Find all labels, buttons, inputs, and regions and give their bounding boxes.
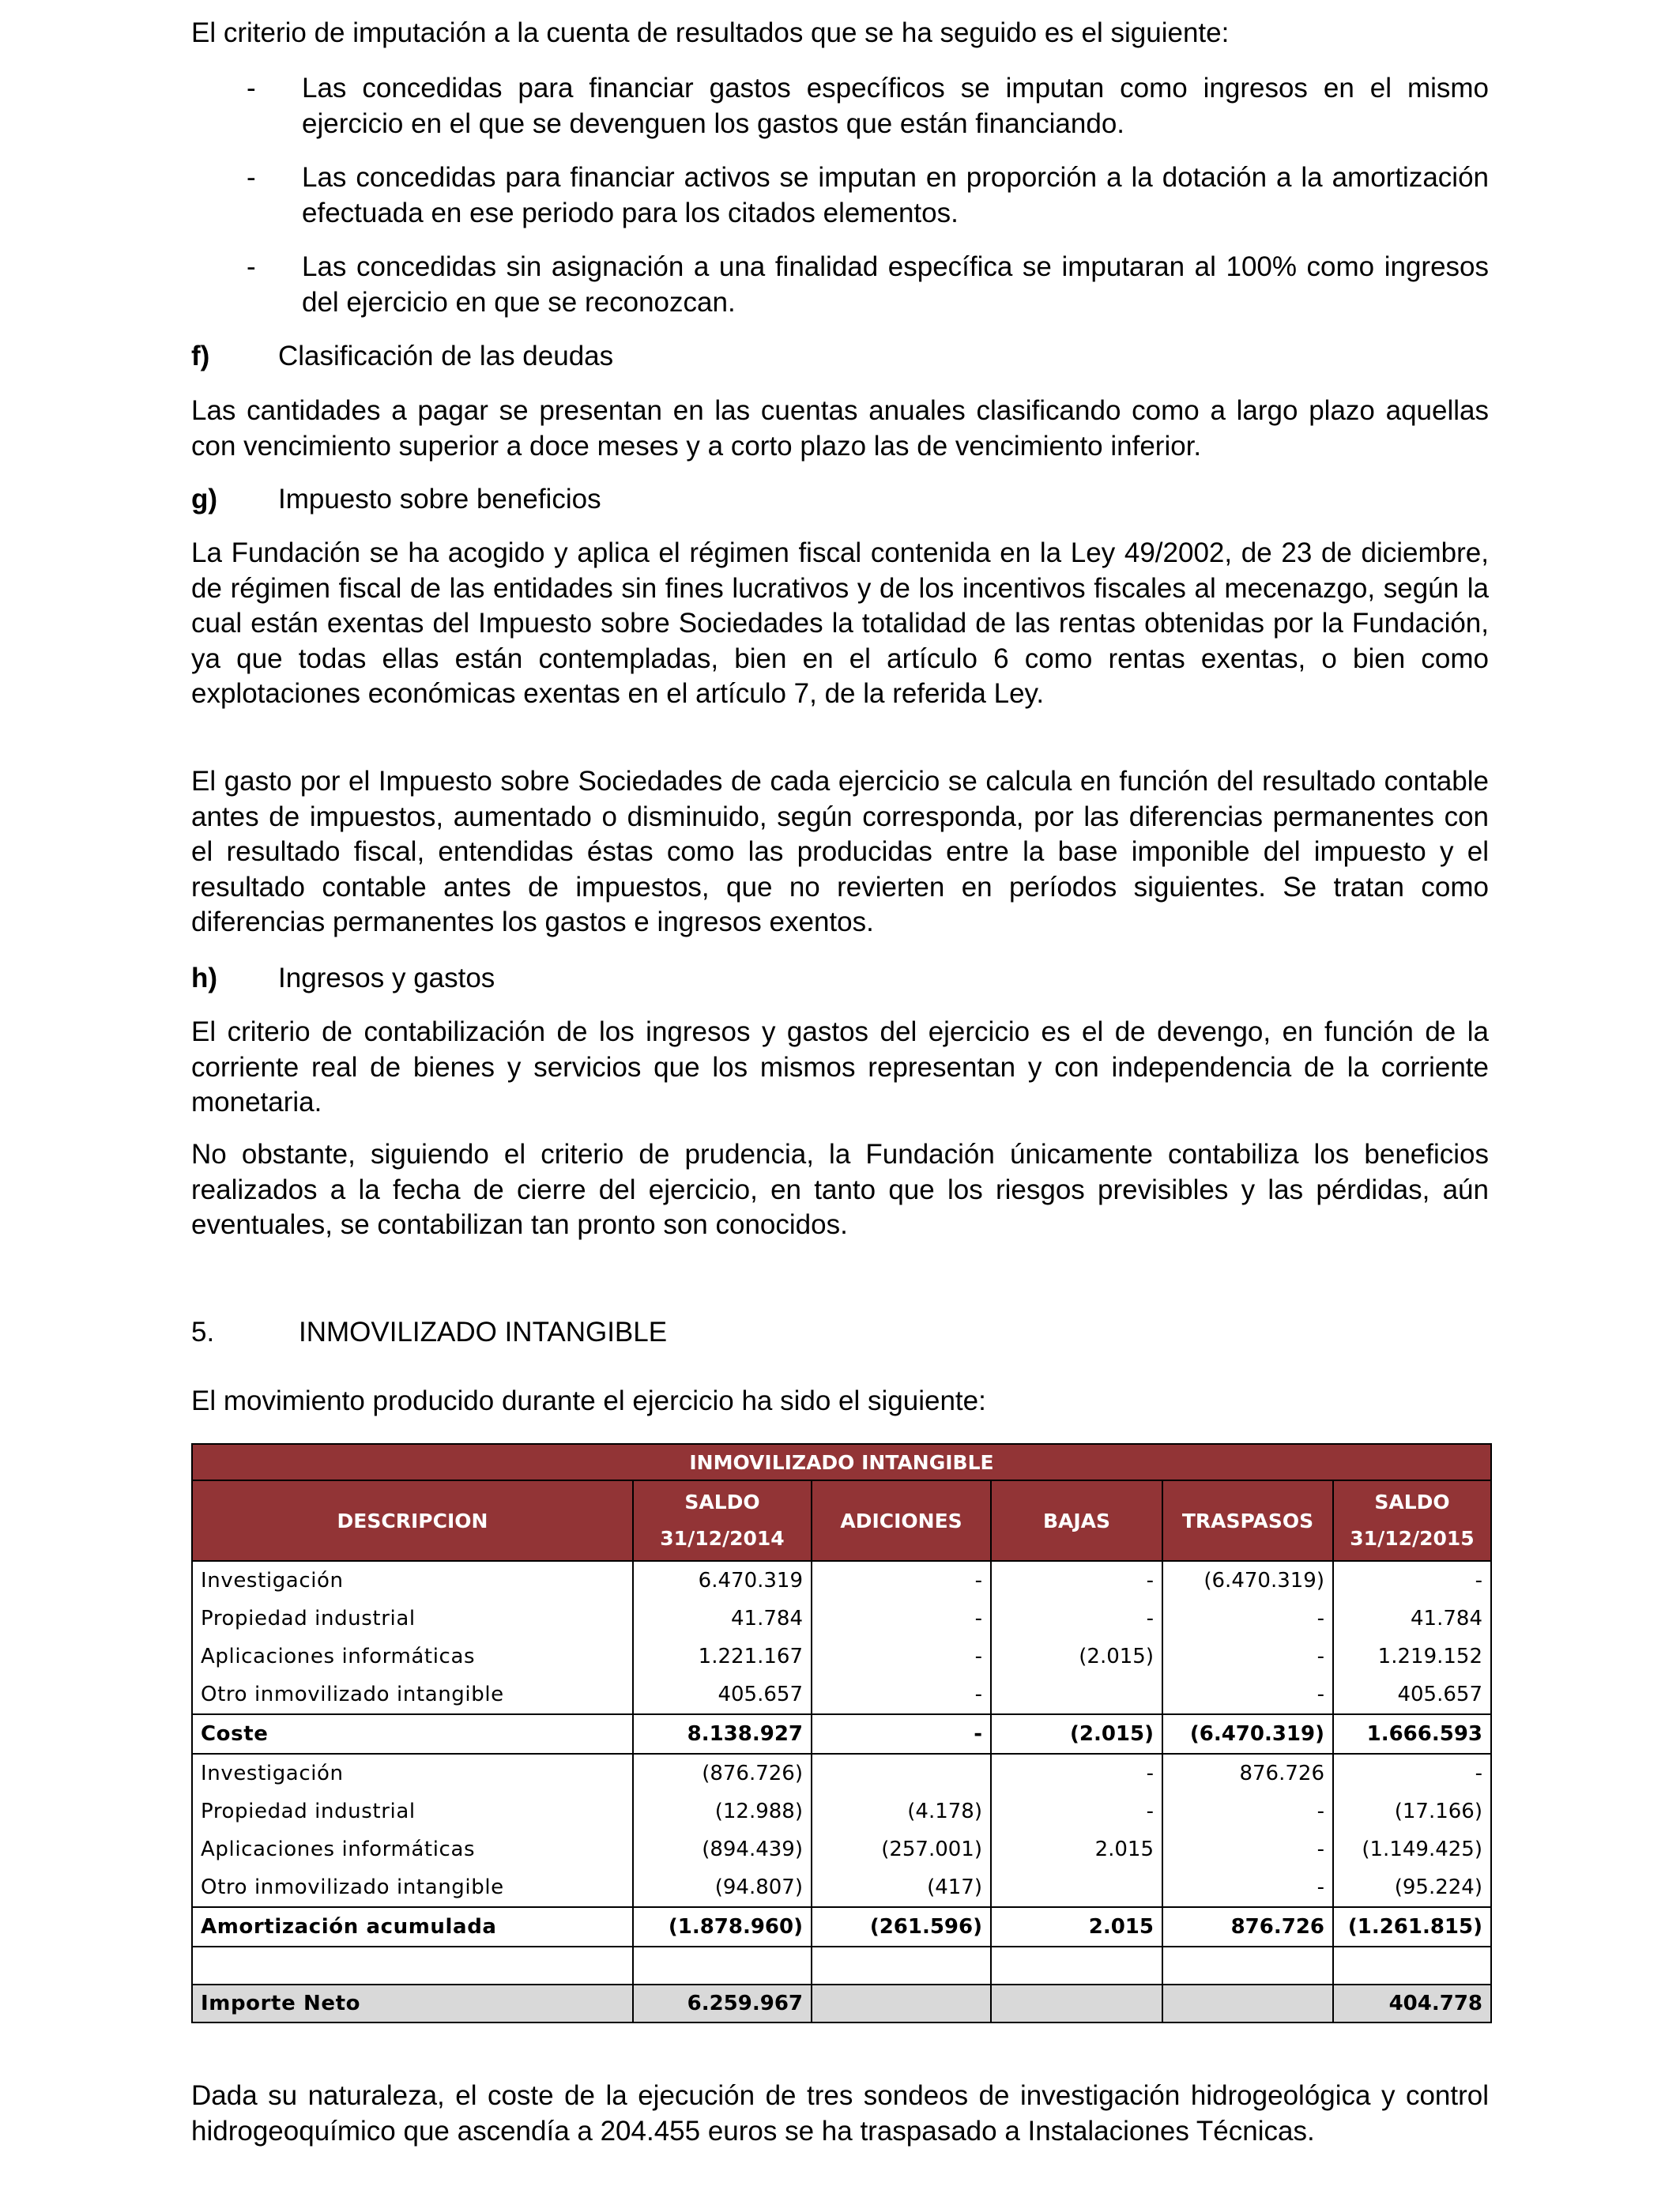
bullet-item: - Las concedidas para financiar gastos específicos se imputan como ingresos en el mismo ejercicio en el que se devenguen los gastos que están financiando.: [247, 73, 1489, 139]
bullet-item: - Las concedidas para financiar activos se imputan en proporción a la dotación a la amortización efectuada en ese periodo para los citados elementos.: [247, 162, 1489, 228]
cell-value: -: [812, 1676, 991, 1714]
cell-value: -: [812, 1714, 991, 1754]
cell-value: 405.657: [633, 1676, 812, 1714]
cell-descripcion: Aplicaciones informáticas: [192, 1830, 633, 1868]
cell-value: (261.596): [812, 1907, 991, 1947]
net-amount-row: [192, 1985, 1491, 2022]
cell-value: -: [991, 1561, 1162, 1600]
cell-descripcion: Investigación: [192, 1754, 633, 1793]
cell-value: -: [1162, 1830, 1333, 1868]
cell-value: 1.666.593: [1333, 1714, 1491, 1754]
table-row: [192, 1830, 1491, 1868]
bullet-dash: -: [247, 162, 256, 193]
cell-descripcion: Investigación: [192, 1561, 633, 1600]
cell-value: (17.166): [1333, 1793, 1491, 1830]
paragraph: Las cantidades a pagar se presentan en las cuentas anuales clasificando como a largo plazo aquellas con vencimiento superior a doce meses y a corto plazo las de vencimiento inferior.: [191, 395, 1489, 462]
cell-value: (6.470.319): [1162, 1714, 1333, 1754]
cell-value: (1.261.815): [1333, 1907, 1491, 1947]
cell-value: -: [1162, 1793, 1333, 1830]
cell-value: (2.015): [991, 1714, 1162, 1754]
section-5-intro: El movimiento producido durante el ejercicio ha sido el siguiente:: [191, 1385, 986, 1416]
cell-value: [812, 1985, 991, 2022]
total-row-amortizacion: [192, 1907, 1491, 1947]
header-traspasos: TRASPASOS: [1162, 1480, 1333, 1561]
bullet-list-2: [191, 160, 1489, 231]
header-saldo-final: SALDO 31/12/2015: [1333, 1480, 1491, 1561]
cell-value: [991, 1985, 1162, 2022]
closing-paragraph: Dada su naturaleza, el coste de la ejecución de tres sondeos de investigación hidrogeológica y control hidrogeoquímico que ascendía a 204.455 euros se ha traspasado a Instalaciones Técnicas.: [191, 2080, 1489, 2147]
header-adiciones: ADICIONES: [812, 1480, 991, 1561]
cell-value: -: [1162, 1676, 1333, 1714]
section-5-heading: 5. INMOVILIZADO INTANGIBLE: [191, 1317, 668, 1348]
bullet-list-3: [191, 250, 1489, 320]
cell-value: -: [812, 1561, 991, 1600]
bullet-list: [191, 71, 1489, 141]
cell-value: -: [1333, 1561, 1491, 1600]
cell-value: (4.178): [812, 1793, 991, 1830]
table-row: [192, 1676, 1491, 1714]
paragraph: El criterio de contabilización de los ingresos y gastos del ejercicio es el de devengo, en función de la corriente real de bienes y servicios que los mismos representan y con independencia de la corriente monetaria.: [191, 1016, 1489, 1118]
cell-value: [812, 1754, 991, 1793]
cell-descripcion: Aplicaciones informáticas: [192, 1638, 633, 1676]
cell-value: 6.259.967: [633, 1985, 812, 2022]
bullet-item: - Las concedidas sin asignación a una finalidad específica se imputaran al 100% como ingresos del ejercicio en que se reconozcan.: [247, 251, 1489, 318]
cell-value: -: [1162, 1638, 1333, 1676]
table-title: INMOVILIZADO INTANGIBLE: [192, 1444, 1491, 1480]
cell-value: 2.015: [991, 1830, 1162, 1868]
paragraph: No obstante, siguiendo el criterio de prudencia, la Fundación únicamente contabiliza los beneficios realizados a la fecha de cierre del ejercicio, en tanto que los riesgos previsibles y las pérdidas, aún eventuales, se contabilizan tan pronto son conocidos.: [191, 1139, 1489, 1240]
cell-value: (417): [812, 1868, 991, 1907]
paragraph: La Fundación se ha acogido y aplica el régimen fiscal contenida en la Ley 49/2002, de 23 de diciembre, de régimen fiscal de las entidades sin fines lucrativos y de los incentivos fiscales al mecenazgo, según la cual están exentas del Impuesto sobre Sociedades la totalidad de las rentas obtenidas por la Fundación, ya que todas ellas están contempladas, bien en el artículo 6 como rentas exentas, o bien como explotaciones económicas exentas en el artículo 7, de la referida Ley.: [191, 537, 1489, 709]
cell-value: 8.138.927: [633, 1714, 812, 1754]
paragraph: El gasto por el Impuesto sobre Sociedades de cada ejercicio se calcula en función del resultado contable antes de impuestos, aumentado o disminuido, según corresponda, por las diferencias permanentes con el resultado fiscal, entendidas éstas como las producidas entre la base imponible del impuesto y el resultado contable antes de impuestos, que no revierten en períodos siguientes. Se tratan como diferencias permanentes los gastos e ingresos exentos.: [191, 766, 1489, 937]
cell-descripcion: Propiedad industrial: [192, 1793, 633, 1830]
cell-value: 405.657: [1333, 1676, 1491, 1714]
cell-value: [991, 1868, 1162, 1907]
total-row-coste: [192, 1714, 1491, 1754]
table-row: [192, 1754, 1491, 1793]
cell-descripcion: Otro inmovilizado intangible: [192, 1676, 633, 1714]
table-row: [192, 1793, 1491, 1830]
header-descripcion: DESCRIPCION: [192, 1480, 633, 1561]
cell-value: (2.015): [991, 1638, 1162, 1676]
cell-value: (257.001): [812, 1830, 991, 1868]
cell-value: (1.149.425): [1333, 1830, 1491, 1868]
cell-value: 876.726: [1162, 1907, 1333, 1947]
cell-value: [1162, 1985, 1333, 2022]
cell-value: (12.988): [633, 1793, 812, 1830]
cell-descripcion: Otro inmovilizado intangible: [192, 1868, 633, 1907]
cell-value: -: [1162, 1600, 1333, 1638]
cell-value: -: [991, 1754, 1162, 1793]
cell-value: 404.778: [1333, 1985, 1491, 2022]
cell-value: 876.726: [1162, 1754, 1333, 1793]
section-heading-f: f) Clasificación de las deudas: [191, 341, 614, 371]
cell-value: -: [1333, 1754, 1491, 1793]
cell-descripcion: Propiedad industrial: [192, 1600, 633, 1638]
section-heading-h: h) Ingresos y gastos: [191, 963, 495, 993]
cell-value: 1.221.167: [633, 1638, 812, 1676]
cell-value: 6.470.319: [633, 1561, 812, 1600]
cell-value: (1.878.960): [633, 1907, 812, 1947]
cell-value: -: [812, 1638, 991, 1676]
cell-descripcion: Amortización acumulada: [192, 1907, 633, 1947]
cell-value: [991, 1676, 1162, 1714]
cell-value: (95.224): [1333, 1868, 1491, 1907]
intro-text: El criterio de imputación a la cuenta de resultados que se ha seguido es el siguiente:: [191, 17, 1230, 48]
cell-value: (6.470.319): [1162, 1561, 1333, 1600]
cell-value: 41.784: [1333, 1600, 1491, 1638]
header-bajas: BAJAS: [991, 1480, 1162, 1561]
table-row: [192, 1561, 1491, 1600]
cell-value: (894.439): [633, 1830, 812, 1868]
cell-value: (94.807): [633, 1868, 812, 1907]
cell-value: -: [812, 1600, 991, 1638]
table-row: [192, 1600, 1491, 1638]
bullet-dash: -: [247, 73, 256, 104]
header-saldo-inicial: SALDO 31/12/2014: [633, 1480, 812, 1561]
table-row: [192, 1638, 1491, 1676]
cell-descripcion: Coste: [192, 1714, 633, 1754]
table-row: [192, 1868, 1491, 1907]
cell-value: 41.784: [633, 1600, 812, 1638]
cell-value: -: [1162, 1868, 1333, 1907]
intangible-assets-table: [191, 1443, 1492, 2023]
cell-value: (876.726): [633, 1754, 812, 1793]
cell-descripcion: Importe Neto: [192, 1985, 633, 2022]
cell-value: -: [991, 1793, 1162, 1830]
blank-row: [192, 1947, 1491, 1985]
cell-value: -: [991, 1600, 1162, 1638]
bullet-dash: -: [247, 251, 256, 282]
section-heading-g: g) Impuesto sobre beneficios: [191, 484, 601, 515]
cell-value: 1.219.152: [1333, 1638, 1491, 1676]
cell-value: 2.015: [991, 1907, 1162, 1947]
